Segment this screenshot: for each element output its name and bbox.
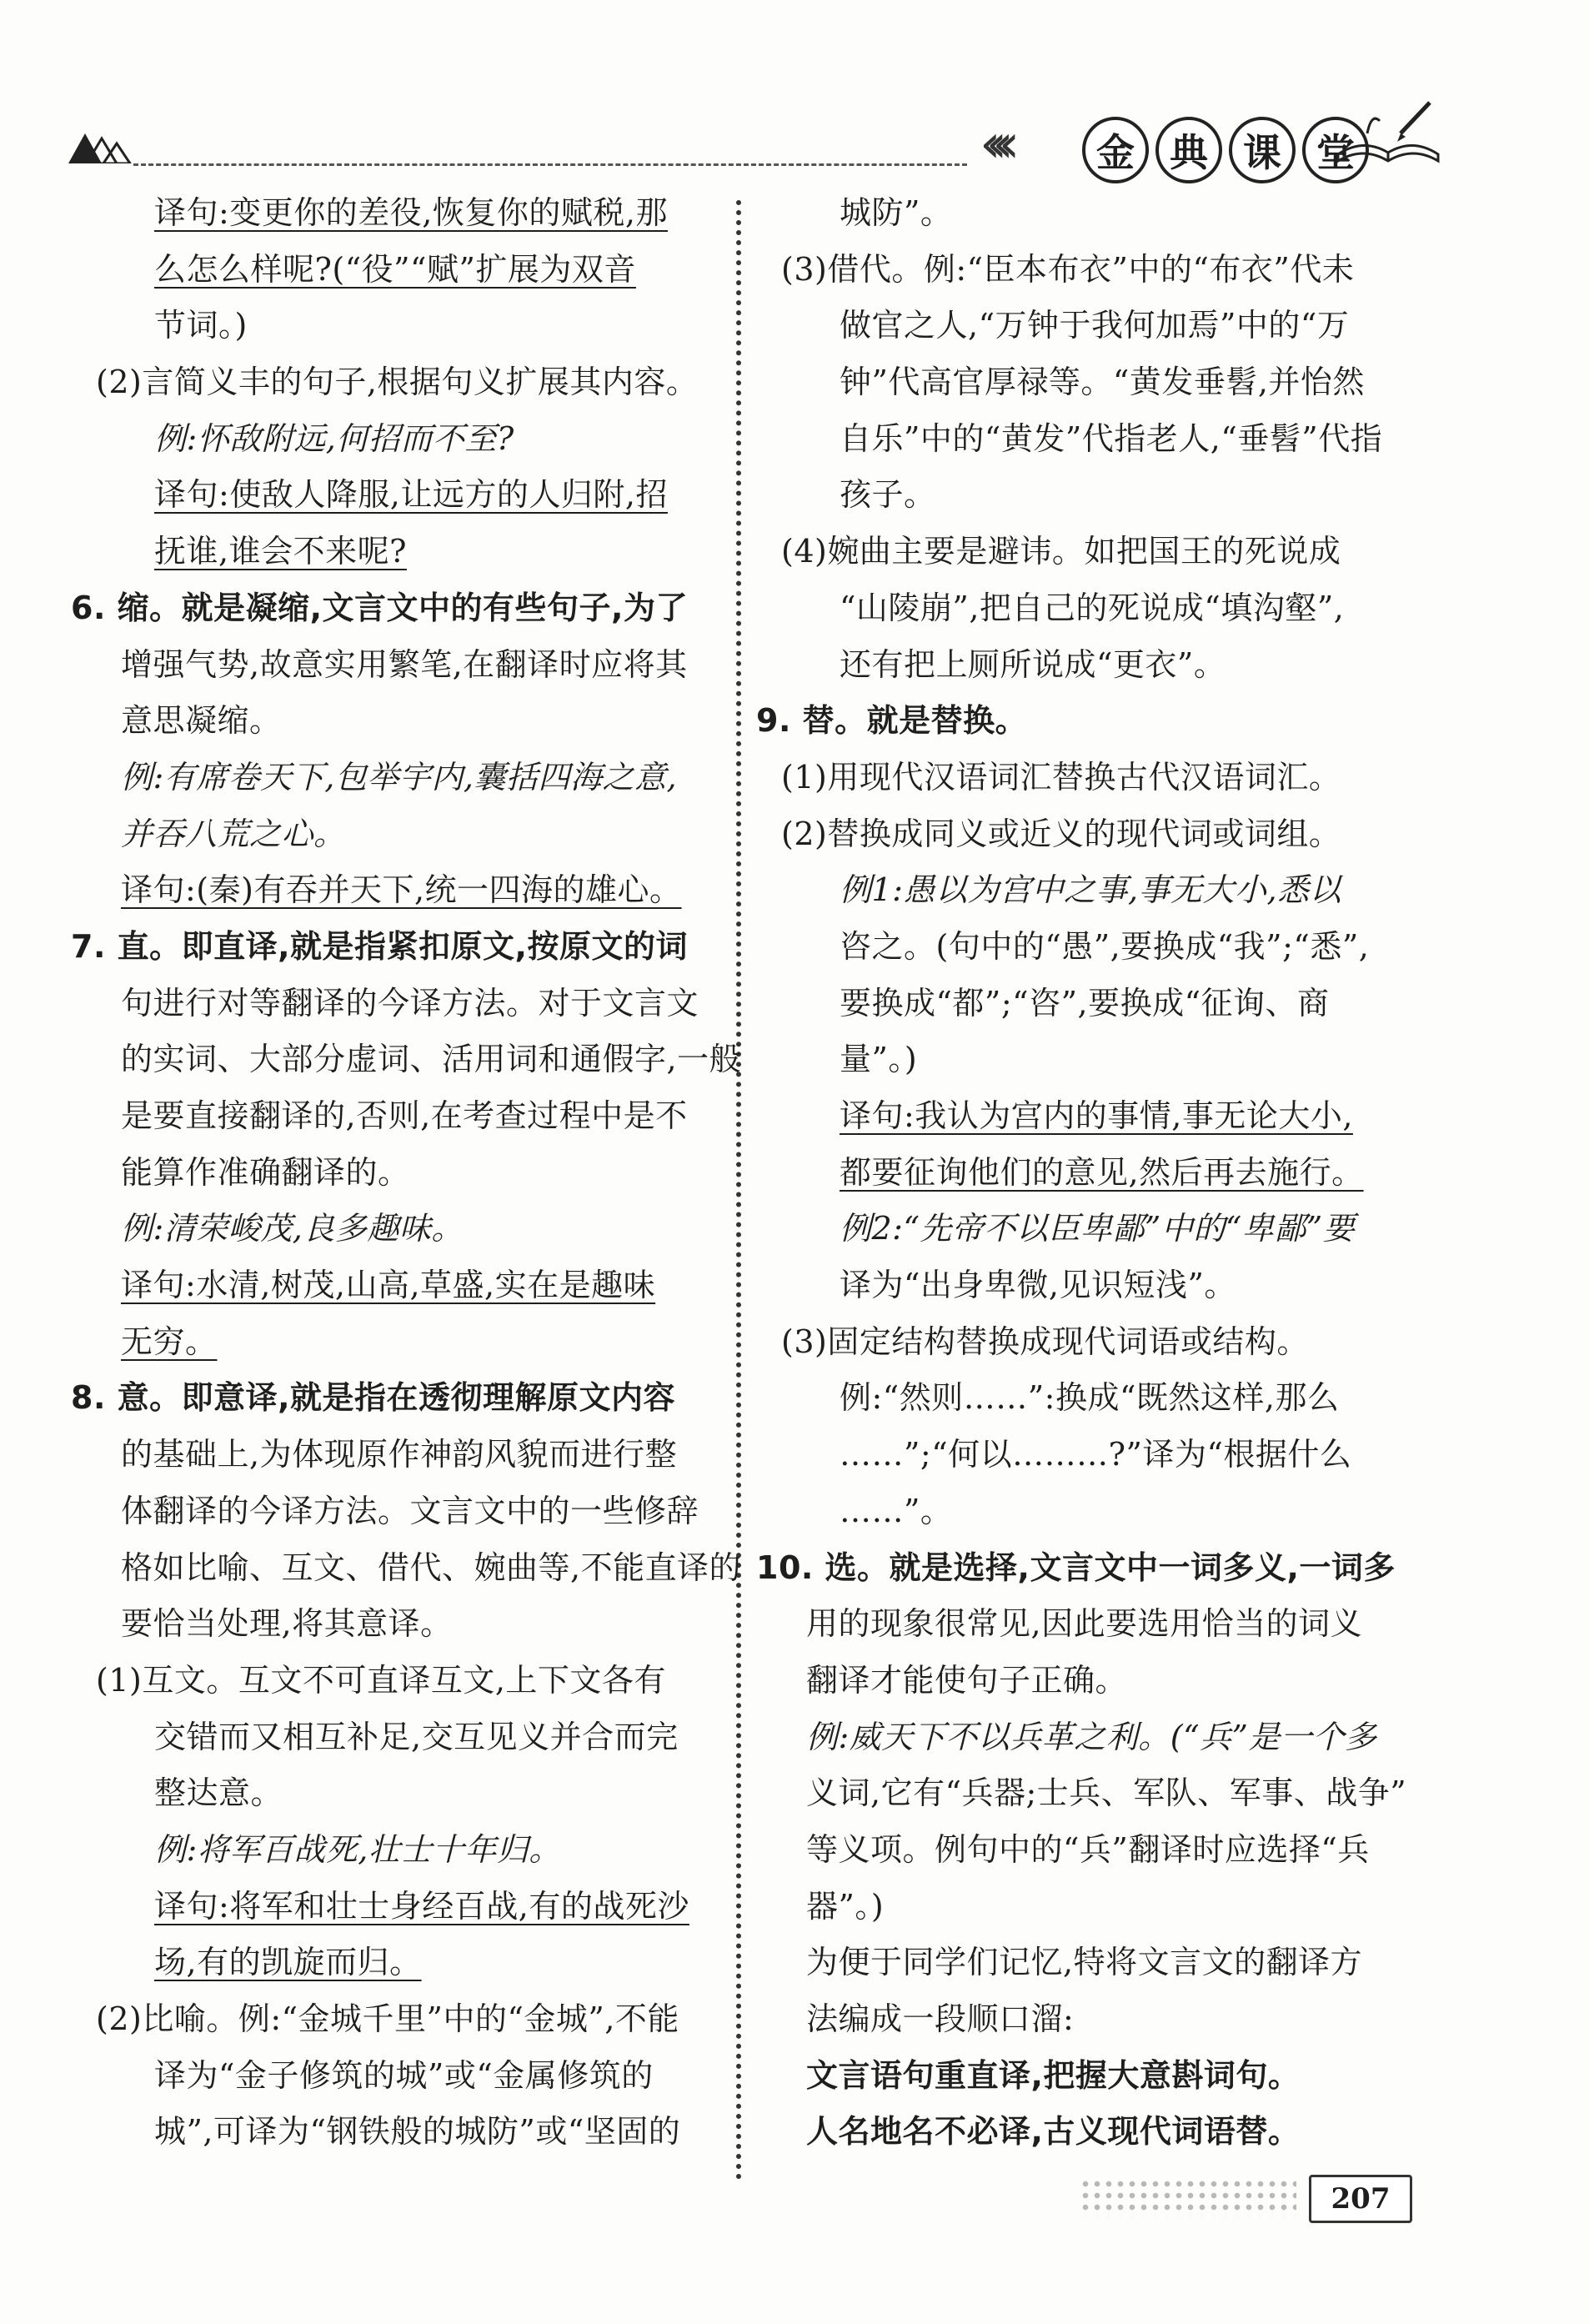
text-line: 量”。) (840, 1041, 918, 1078)
text-line: (2)言简义丰的句子,根据句义扩展其内容。 (96, 364, 699, 401)
text-line: 译为“出身卑微,见识短浅”。 (840, 1267, 1236, 1304)
text-line: ……”;“何以………?”译为“根据什么 (840, 1436, 1352, 1473)
text-line: 咨之。(句中的“愚”,要换成“我”;“悉”, (840, 927, 1370, 965)
brand-char: 典 (1155, 117, 1222, 183)
section-heading: 10. 选。就是选择,文言文中一词多义,一词多 (756, 1548, 1396, 1586)
text-line: 器”。) (806, 1887, 885, 1925)
mountain-logo-icon (68, 127, 132, 163)
text-line: 还有把上厕所说成“更衣”。 (840, 645, 1226, 683)
text-line: 译句:变更你的差役,恢复你的赋税,那 (154, 194, 668, 231)
text-line: 译句:将军和壮士身经百战,有的战死沙 (154, 1887, 689, 1925)
text-line: (1)互文。互文不可直译互文,上下文各有 (96, 1661, 666, 1699)
example-line: 例:威天下不以兵革之利。(“兵”是一个多 (806, 1718, 1377, 1755)
text-line: 要恰当处理,将其意译。 (121, 1605, 453, 1643)
example-line: 并吞八荒之心。 (121, 815, 346, 852)
text-line: 整达意。 (154, 1774, 283, 1812)
example-line: 例:有席卷天下,包举宇内,囊括四海之意, (121, 758, 678, 796)
section-heading: 9. 替。就是替换。 (756, 702, 1028, 740)
left-column (71, 185, 742, 2161)
column-divider (736, 200, 741, 2181)
text-line: 钟”代高官厚禄等。“黄发垂髫,并怡然 (840, 364, 1365, 401)
text-line: 要换成“都”;“咨”,要换成“征询、商 (840, 984, 1330, 1021)
page-header (0, 0, 1589, 179)
example-line: 例:清荣峻茂,良多趣味。 (121, 1210, 464, 1247)
text-line: 义词,它有“兵器;士兵、军队、军事、战争” (806, 1774, 1407, 1812)
section-heading: 6. 缩。就是凝缩,文言文中的有些句子,为了 (71, 589, 688, 626)
text-line: 的实词、大部分虚词、活用词和通假字,一般 (121, 1041, 742, 1078)
text-line: 都要征询他们的意见,然后再去施行。 (840, 1153, 1364, 1191)
text-line: 节词。) (154, 307, 248, 344)
text-line: 场,有的凯旋而归。 (154, 1944, 422, 1981)
brand-char: 课 (1229, 117, 1296, 183)
text-line: 是要直接翻译的,否则,在考查过程中是不 (121, 1097, 688, 1134)
text-line: (2)替换成同义或近义的现代词或词组。 (781, 815, 1341, 852)
example-line: 例:将军百战死,壮士十年归。 (154, 1830, 561, 1868)
text-line: ……”。 (840, 1492, 953, 1529)
section-heading: 7. 直。即直译,就是指紧扣原文,按原文的词 (71, 927, 688, 965)
text-line: 格如比喻、互文、借代、婉曲等,不能直译的 (121, 1548, 742, 1586)
text-line: (1)用现代汉语词汇替换古代汉语词汇。 (781, 758, 1341, 796)
brand-title (1082, 117, 1369, 183)
text-line: 等义项。例句中的“兵”翻译时应选择“兵 (806, 1830, 1370, 1868)
text-line: 法编成一段顺口溜: (806, 2000, 1075, 2037)
text-line: (3)借代。例:“臣本布衣”中的“布衣”代未 (781, 250, 1355, 288)
text-line: 无穷。 (121, 1323, 218, 1360)
brand-char: 金 (1082, 117, 1149, 183)
text-line: 译句:使敌人降服,让远方的人归附,招 (154, 476, 668, 514)
text-line: 自乐”中的“黄发”代指老人,“垂髫”代指 (840, 419, 1383, 457)
text-line: 能算作准确翻译的。 (121, 1153, 410, 1191)
book-pen-icon (1334, 96, 1442, 167)
text-line: 做官之人,“万钟于我何加焉”中的“万 (840, 307, 1350, 344)
text-line: 的基础上,为体现原作神韵风貌而进行整 (121, 1436, 678, 1473)
text-line: “山陵崩”,把自己的死说成“填沟壑”, (840, 589, 1345, 626)
text-line: 孩子。 (840, 476, 936, 514)
right-column (756, 185, 1415, 2161)
text-line: 例:“然则……”:换成“既然这样,那么 (840, 1379, 1340, 1417)
text-line: 为便于同学们记忆,特将文言文的翻译方 (806, 1944, 1363, 1981)
example-line: 例1:愚以为宫中之事,事无大小,悉以 (840, 871, 1342, 909)
text-line: 增强气势,故意实用繁笔,在翻译时应将其 (121, 645, 688, 683)
example-line: 例2:“先帝不以臣卑鄙”中的“卑鄙”要 (840, 1210, 1356, 1247)
text-line: 城防”。 (840, 194, 953, 231)
mnemonic-line: 文言语句重直译,把握大意斟词句。 (806, 2056, 1301, 2094)
text-line: 译为“金子修筑的城”或“金属修筑的 (154, 2056, 654, 2094)
text-line: 交错而又相互补足,交互见义并合而完 (154, 1718, 679, 1755)
text-line: 城”,可译为“钢铁般的城防”或“坚固的 (154, 2113, 681, 2151)
brand-char: 堂 (1302, 117, 1369, 183)
text-line: 译句:水清,树茂,山高,草盛,实在是趣味 (121, 1267, 656, 1304)
example-line: 例:怀敌附远,何招而不至? (154, 419, 514, 457)
text-line: 译句:我认为宫内的事情,事无论大小, (840, 1097, 1353, 1134)
text-line: (2)比喻。例:“金城千里”中的“金城”,不能 (96, 2000, 679, 2037)
page-number: 207 (1309, 2175, 1412, 2223)
footer-dot-pattern (1080, 2178, 1296, 2216)
text-line: 么怎么样呢?(“役”“赋”扩展为双音 (154, 250, 636, 288)
mnemonic-line: 人名地名不必译,古义现代词语替。 (806, 2113, 1301, 2151)
text-line: (3)固定结构替换成现代词语或结构。 (781, 1323, 1309, 1360)
section-heading: 8. 意。即意译,就是指在透彻理解原文内容 (71, 1379, 676, 1417)
chevrons-icon: ‹‹‹‹ (980, 113, 1005, 175)
text-line: 意思凝缩。 (121, 702, 282, 740)
text-line: 翻译才能使句子正确。 (806, 1661, 1128, 1699)
text-line: 句进行对等翻译的今译方法。对于文言文 (121, 984, 699, 1021)
text-line: (4)婉曲主要是避讳。如把国王的死说成 (781, 533, 1341, 570)
header-dashed-line (133, 163, 967, 166)
text-line: 体翻译的今译方法。文言文中的一些修辞 (121, 1492, 699, 1529)
text-line: 用的现象很常见,因此要选用恰当的词义 (806, 1605, 1363, 1643)
text-line: 译句:(秦)有吞并天下,统一四海的雄心。 (121, 871, 682, 909)
text-line: 抚谁,谁会不来呢? (154, 533, 407, 570)
